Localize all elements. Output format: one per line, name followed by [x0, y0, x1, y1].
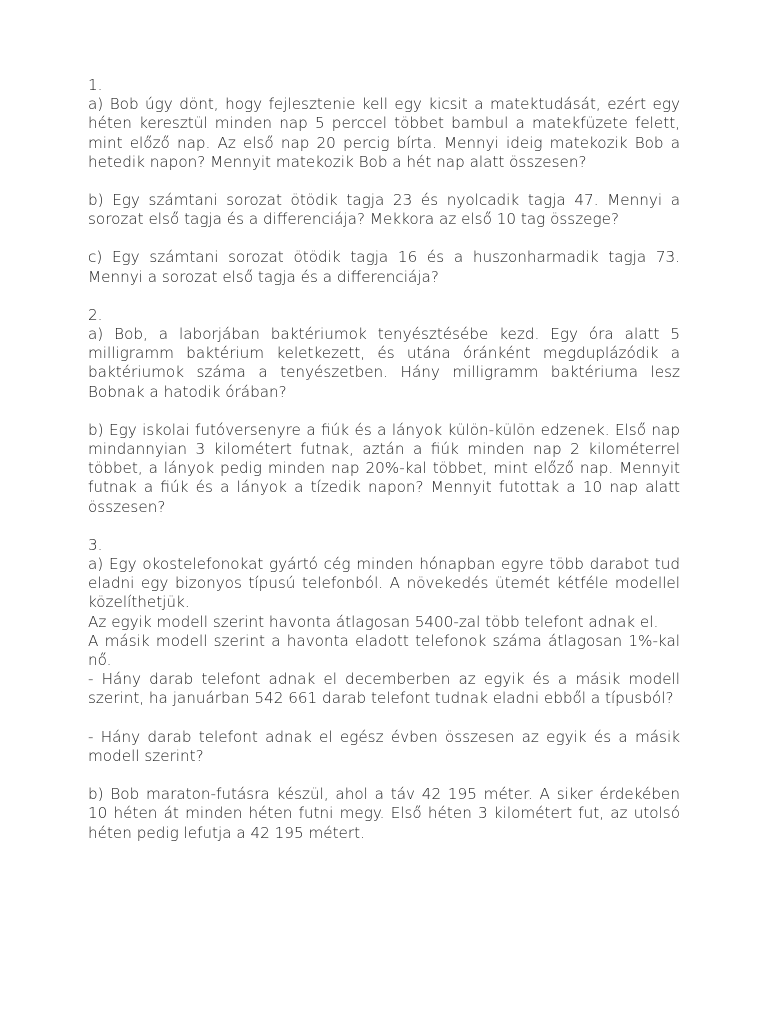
section-2-task-a: a) Bob, a laborjában baktériumok tenyésztésébe kezd. Egy óra alatt 5 milligramm baktérium keletkezett, és utána óránként megduplázódik a baktériumok száma a tenyészetben. Hány milligramm baktériuma lesz Bobnak a hatodik órában? — [88, 325, 680, 401]
section-3-task-a-question-1: - Hány darab telefont adnak el decemberben az egyik és a másik modell szerint, ha januárban 542 661 darab telefont tudnak eladni ebből a típusból? — [88, 670, 680, 708]
section-1-task-c: c) Egy számtani sorozat ötödik tagja 16 és a huszonharmadik tagja 73. Mennyi a sorozat első tagja és a differenciája? — [88, 248, 680, 286]
section-3-task-a-model-2: A másik modell szerint a havonta eladott telefonok száma átlagosan 1%-kal nő. — [88, 631, 680, 670]
section-3-task-b: b) Bob maraton-futásra készül, ahol a táv 42 195 méter. A siker érdekében 10 héten át minden héten futni megy. Első héten 3 kilométert fut, az utolsó héten pedig lefutja a 42 195 métert. — [88, 785, 680, 842]
section-3-task-a-model-1: Az egyik modell szerint havonta átlagosan 5400-zal több telefont adnak el. — [88, 612, 659, 631]
section-3-number: 3. — [88, 535, 103, 554]
section-3-task-a-intro: a) Egy okostelefonokat gyártó cég minden hónapban egyre több darabot tud eladni egy bizonyos típusú telefonból. A növekedés ütemét kétféle modellel közelíthetjük. — [88, 555, 680, 612]
section-3-task-a-question-2: - Hány darab telefont adnak el egész évben összesen az egyik és a másik modell szerint? — [88, 727, 680, 765]
section-2-number: 2. — [88, 305, 103, 324]
section-1-task-a: a) Bob úgy dönt, hogy fejlesztenie kell egy kicsit a matektudását, ezért egy héten keresztül minden nap 5 perccel többet bambul a matekfüzete felett, mint előző nap. Az első nap 20 percig bírta. Mennyi ideig matekozik Bob a hetedik napon? Mennyit matekozik Bob a hét nap alatt összesen? — [88, 95, 680, 171]
section-1-number: 1. — [88, 76, 103, 94]
document-page — [88, 76, 680, 843]
section-2-task-b: b) Egy iskolai futóversenyre a fiúk és a lányok külön-külön edzenek. Első nap mindannyian 3 kilométert futnak, aztán a fiúk minden nap 2 kilométerrel többet, a lányok pedig minden nap 20%-kal többet, mint előző nap. Mennyit futnak a fiúk és a lányok a tízedik napon? Mennyit futottak a 10 nap alatt összesen? — [88, 420, 680, 516]
section-1-task-b: b) Egy számtani sorozat ötödik tagja 23 és nyolcadik tagja 47. Mennyi a sorozat első tagja és a differenciája? Mekkora az első 10 tag összege? — [88, 191, 680, 229]
